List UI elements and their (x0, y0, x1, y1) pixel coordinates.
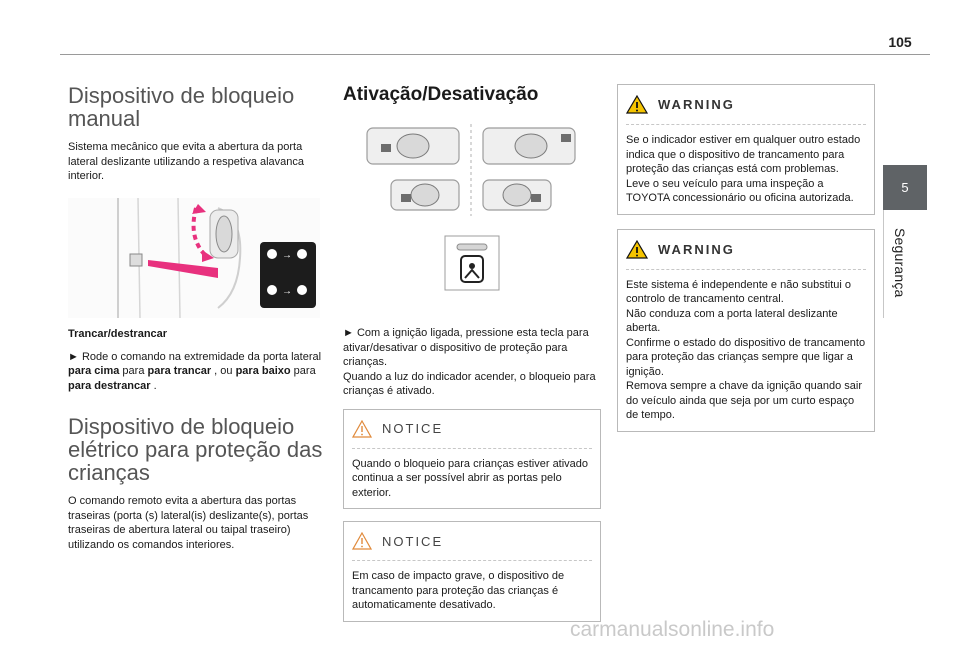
watermark: carmanualsonline.info (570, 618, 775, 641)
lock-unlock-instruction: ► Rode o comando na extremidade da porta lateral para cima para para trancar , ou para baixo para para destrancar . (68, 350, 322, 392)
chapter-label: Segurança (892, 228, 908, 298)
notice-text: Quando o bloqueio para crianças estiver ativado continua a ser possível abrir as portas pelo exterior. (352, 457, 589, 499)
header-rule (60, 54, 930, 55)
warning-text: Remova sempre a chave da ignição quando sair do veículo ainda que seja por um curto espaço de tempo. (626, 380, 863, 421)
warning-text: Confirme o estado do dispositivo de trancamento para proteção das crianças sempre que ligar a ignição. (626, 336, 866, 378)
warning-box-2 (617, 229, 875, 432)
caution-icon (352, 420, 372, 438)
activation-step: ► Com a ignição ligada, pressione esta tecla para ativar/desativar o dispositivo de proteção para crianças. (343, 327, 589, 368)
notice-box-1 (343, 409, 601, 510)
manual-lock-description: Sistema mecânico que evita a abertura da porta lateral deslizante utilizando a respetiva alavanca interior. (68, 141, 305, 182)
warning-title: WARNING (658, 97, 735, 112)
electric-child-lock-description: O comando remoto evita a abertura das portas traseiras (porta (s) lateral(is) deslizante(s), portas traseiras de abertura lateral ou taipal traseiro) utilizando os comandos interiores. (68, 495, 309, 551)
warning-text: Não conduza com a porta lateral deslizante aberta. (626, 307, 838, 334)
section-title-manual-lock: Dispositivo de bloqueio manual (68, 83, 295, 131)
warning-box-1 (617, 84, 875, 215)
caution-icon (352, 532, 372, 550)
page-number: 105 (888, 34, 912, 50)
column-1 (68, 84, 326, 552)
warning-icon (626, 240, 648, 259)
warning-title: WARNING (658, 241, 735, 257)
column-3 (617, 84, 875, 432)
notice-title: NOTICE (382, 533, 444, 549)
column-2 (343, 84, 601, 622)
chapter-tab[interactable] (883, 165, 927, 210)
notice-text: Em caso de impacto grave, o dispositivo de trancamento para proteção das crianças é automaticamente desativado. (352, 570, 565, 611)
warning-text: Este sistema é independente e não substitui o controlo de trancamento central. (626, 278, 852, 305)
lock-unlock-subheading: Trancar/destrancar (68, 327, 168, 340)
manual-lock-illustration (68, 198, 320, 318)
activation-indicator-note: Quando a luz do indicador acender, o bloqueio para crianças é ativado. (343, 370, 596, 397)
svg-text:→: → (282, 249, 292, 261)
chapter-number: 5 (901, 180, 909, 195)
activation-illustration (361, 120, 591, 320)
warning-text: Leve o seu veículo para uma inspeção a TOYOTA concessionário ou oficina autorizada. (626, 177, 854, 204)
notice-title: NOTICE (382, 421, 444, 436)
svg-text:→: → (282, 285, 292, 297)
warning-divider (626, 269, 866, 270)
warning-icon (626, 95, 648, 114)
warning-divider (626, 124, 866, 125)
notice-box-2 (343, 521, 601, 622)
section-title-electric-child-lock: Dispositivo de bloqueio elétrico para proteção das crianças (68, 414, 323, 485)
warning-text: Se o indicador estiver em qualquer outro estado indica que o dispositivo de trancamento para proteção das crianças está com problemas. (626, 134, 861, 175)
notice-divider (352, 560, 592, 561)
notice-divider (352, 448, 592, 449)
activation-title: Ativação/Desativação (343, 84, 539, 105)
door-lever-diagram (68, 198, 320, 318)
